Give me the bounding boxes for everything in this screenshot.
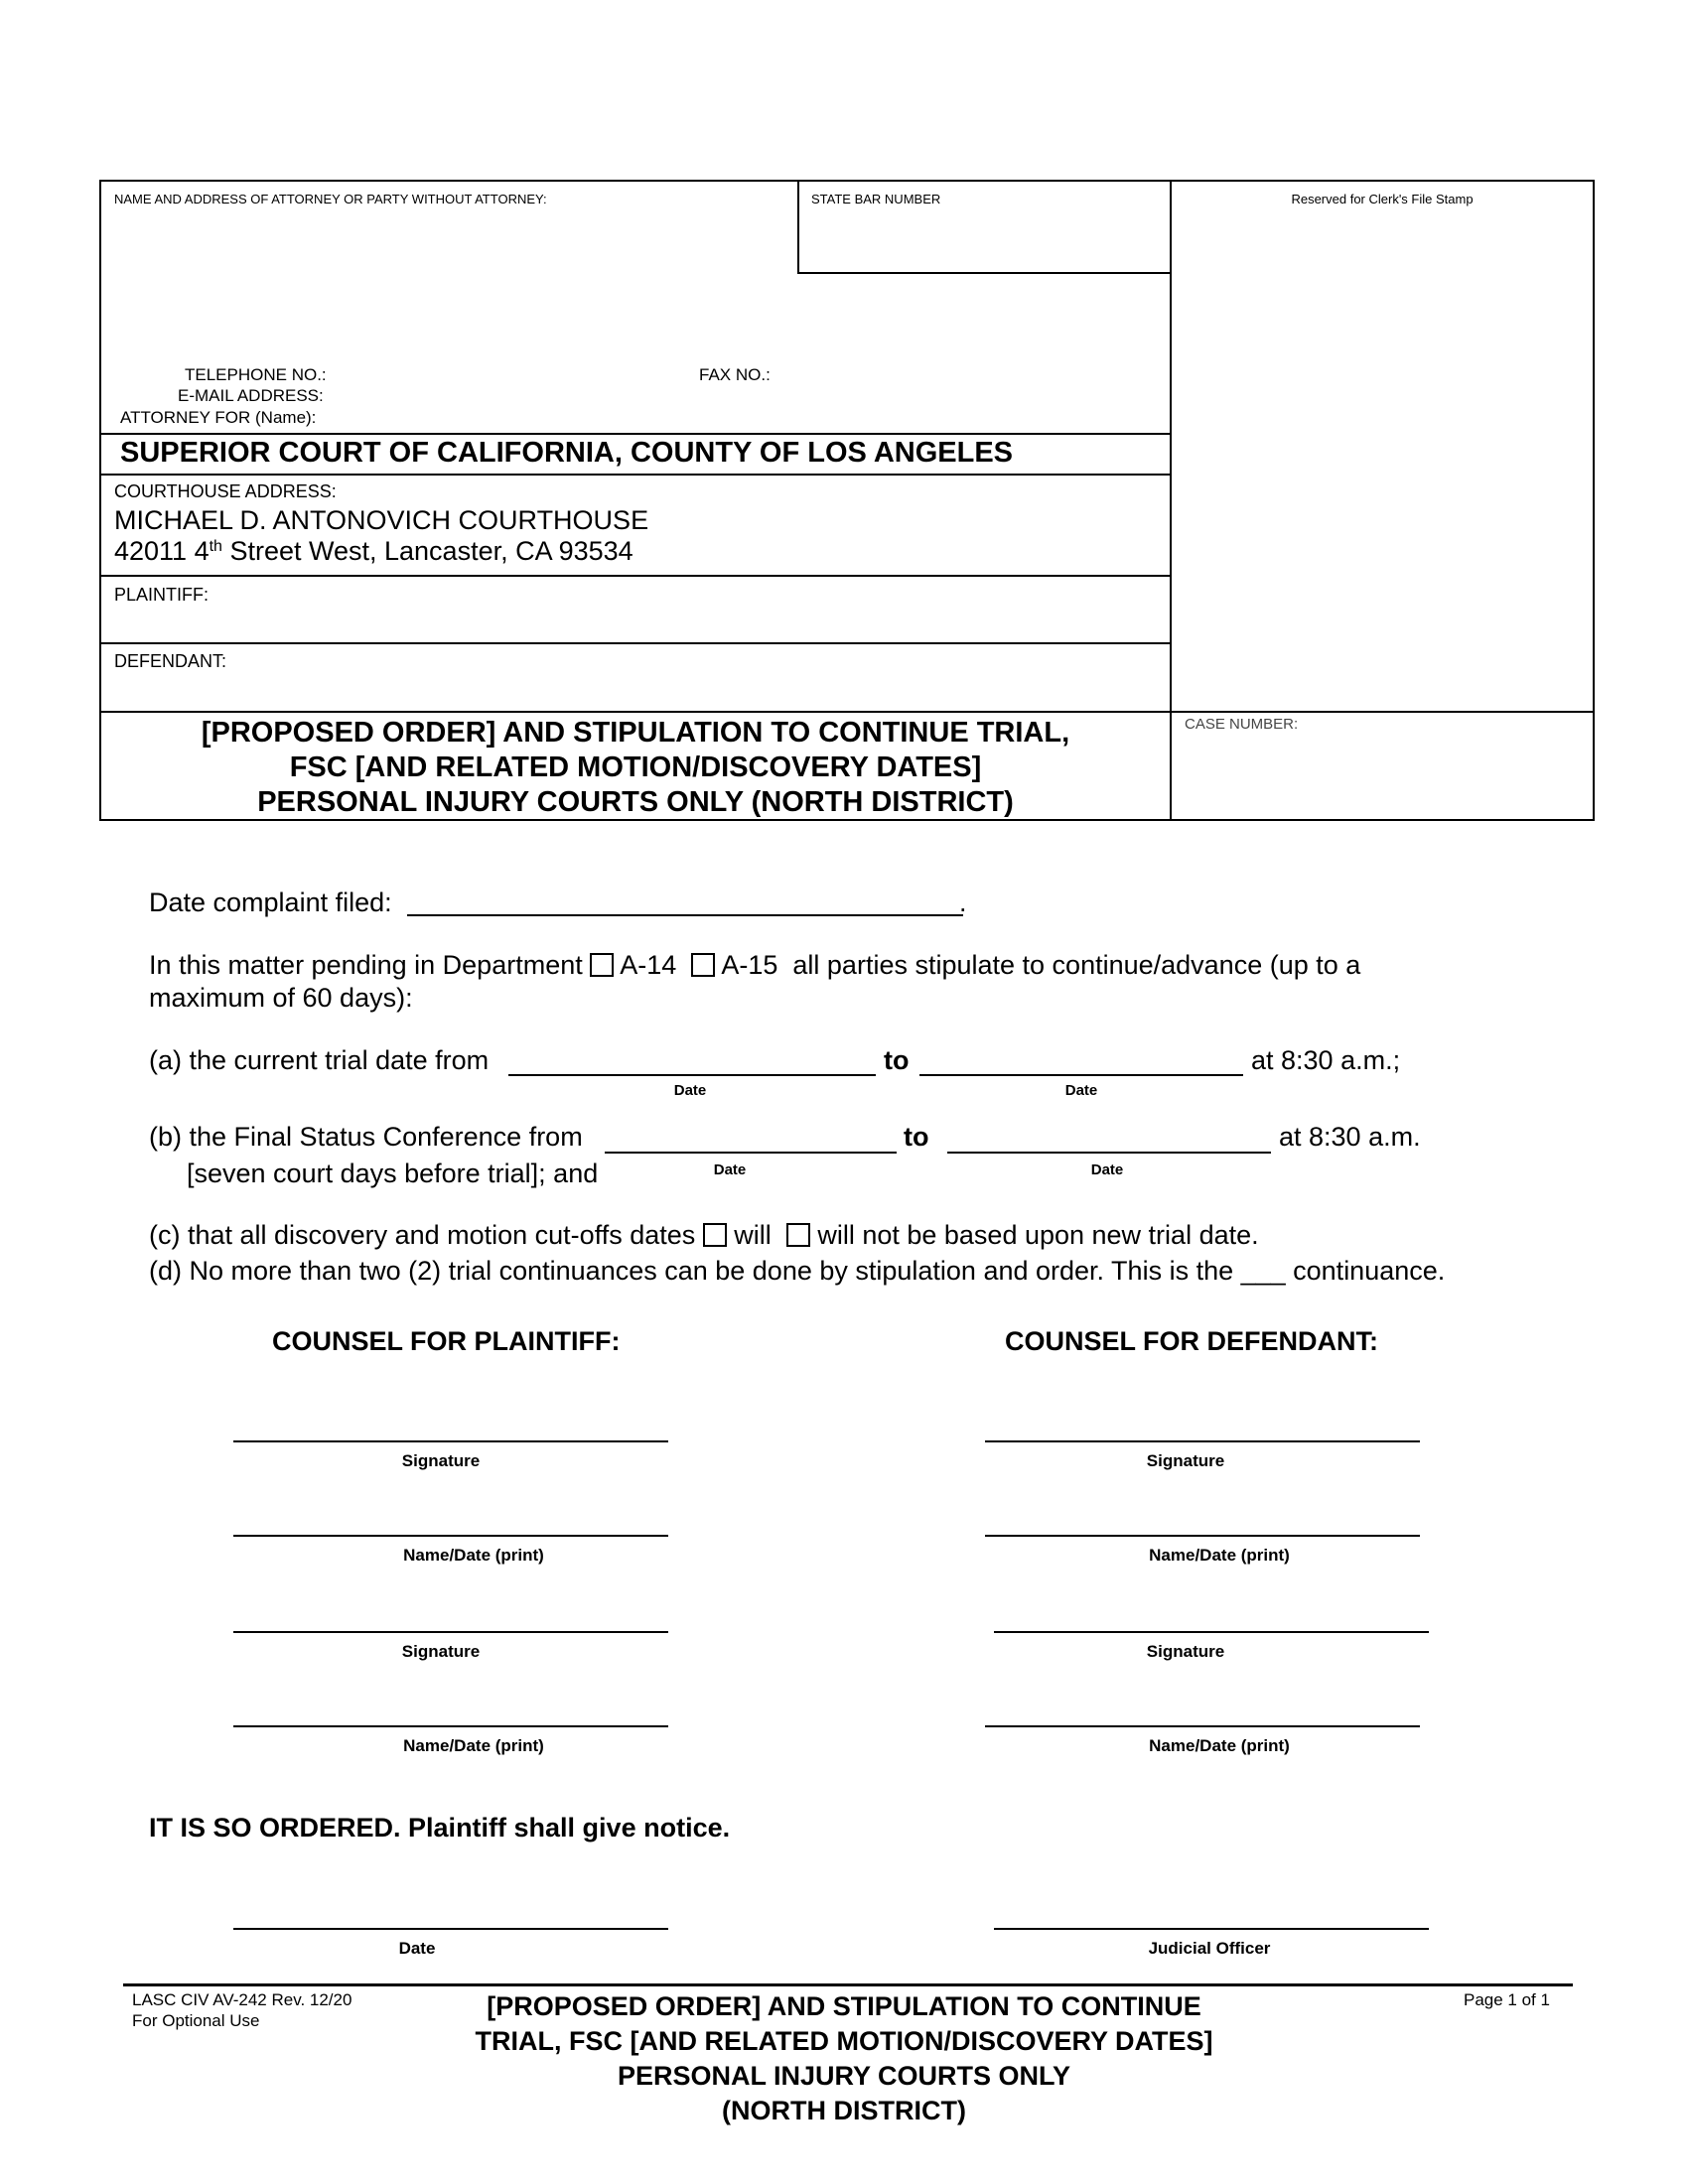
dept-a15-label: A-15 bbox=[721, 950, 778, 980]
will-not-label: will not be based upon new trial date. bbox=[817, 1220, 1259, 1250]
will-checkbox[interactable] bbox=[703, 1223, 727, 1247]
defendant-label: DEFENDANT: bbox=[114, 651, 227, 671]
plaintiff-signature-caption: Signature bbox=[401, 1642, 481, 1661]
fsc-label: (b) the Final Status Conference from bbox=[149, 1122, 583, 1152]
courthouse-label: COURTHOUSE ADDRESS: bbox=[114, 481, 337, 501]
defendant-signature-line[interactable] bbox=[985, 1440, 1420, 1442]
department-prefix: In this matter pending in Department bbox=[149, 950, 583, 980]
form-id: LASC CIV AV-242 Rev. 12/20 bbox=[132, 1990, 352, 2009]
defendant-signature-caption: Signature bbox=[1146, 1642, 1225, 1661]
footer-title-line: TRIAL, FSC [AND RELATED MOTION/DISCOVERY DATES] bbox=[475, 2026, 1213, 2056]
defendant-name-date-line[interactable] bbox=[985, 1535, 1420, 1537]
fsc-to-line[interactable] bbox=[947, 1152, 1271, 1154]
trial-to-label: to bbox=[884, 1045, 910, 1075]
optional-use: For Optional Use bbox=[132, 2011, 260, 2030]
department-line bbox=[149, 950, 1360, 981]
cutoff-prefix: (c) that all discovery and motion cut-offs dates bbox=[149, 1220, 696, 1250]
trial-date-to-line[interactable] bbox=[919, 1074, 1243, 1076]
attorney-for-label: ATTORNEY FOR (Name): bbox=[120, 408, 317, 427]
plaintiff-name-date-caption: Name/Date (print) bbox=[403, 1736, 544, 1755]
plaintiff-signature-line[interactable] bbox=[233, 1631, 668, 1633]
trial-from-date-caption: Date bbox=[673, 1082, 707, 1099]
courthouse-name: MICHAEL D. ANTONOVICH COURTHOUSE bbox=[114, 505, 649, 535]
plaintiff-name-date-line[interactable] bbox=[233, 1535, 668, 1537]
form-title-line: PERSONAL INJURY COURTS ONLY (NORTH DISTRICT) bbox=[257, 786, 1014, 818]
form-title-line: FSC [AND RELATED MOTION/DISCOVERY DATES] bbox=[289, 751, 982, 783]
department-suffix: all parties stipulate to continue/advance (up to a bbox=[792, 950, 1361, 980]
plaintiff-signature-line[interactable] bbox=[233, 1440, 668, 1442]
clerk-stamp-area bbox=[1172, 199, 1589, 705]
form-title-line: [PROPOSED ORDER] AND STIPULATION TO CONTINUE TRIAL, bbox=[201, 717, 1070, 749]
plaintiff-counsel-heading: COUNSEL FOR PLAINTIFF: bbox=[272, 1326, 621, 1356]
department-line-2: maximum of 60 days): bbox=[149, 983, 413, 1013]
will-label: will bbox=[734, 1220, 772, 1250]
plaintiff-label: PLAINTIFF: bbox=[114, 585, 210, 605]
defendant-name-date-line[interactable] bbox=[985, 1725, 1420, 1727]
footer-title-line: [PROPOSED ORDER] AND STIPULATION TO CONTINUE bbox=[487, 1991, 1201, 2021]
footer-title-line: (NORTH DISTRICT) bbox=[722, 2096, 966, 2125]
dept-a14-label: A-14 bbox=[620, 950, 677, 980]
attorney-label: NAME AND ADDRESS OF ATTORNEY OR PARTY WITHOUT ATTORNEY: bbox=[114, 192, 547, 206]
dept-a15-checkbox[interactable] bbox=[691, 953, 715, 977]
order-text: IT IS SO ORDERED. Plaintiff shall give notice. bbox=[149, 1813, 731, 1843]
fsc-to-label: to bbox=[904, 1122, 929, 1152]
dept-a14-checkbox[interactable] bbox=[590, 953, 614, 977]
order-date-caption: Date bbox=[398, 1939, 436, 1958]
email-label: E-MAIL ADDRESS: bbox=[178, 386, 324, 405]
case-number-label: CASE NUMBER: bbox=[1185, 716, 1299, 733]
order-date-line[interactable] bbox=[233, 1928, 668, 1930]
court-name: SUPERIOR COURT OF CALIFORNIA, COUNTY OF LOS ANGELES bbox=[120, 437, 1014, 469]
defendant-signature-line[interactable] bbox=[994, 1631, 1429, 1633]
continuance-line: (d) No more than two (2) trial continuances can be done by stipulation and order. This is the ___ continuance. bbox=[149, 1256, 1446, 1286]
plaintiff-name-date-line[interactable] bbox=[233, 1725, 668, 1727]
footer-title bbox=[397, 1989, 1291, 2128]
page-number: Page 1 of 1 bbox=[1464, 1990, 1550, 2009]
fsc-line-2: [seven court days before trial]; and bbox=[187, 1159, 599, 1188]
defendant-signature-caption: Signature bbox=[1146, 1451, 1225, 1470]
judicial-officer-caption: Judicial Officer bbox=[1148, 1939, 1271, 1958]
fax-label: FAX NO.: bbox=[699, 365, 771, 384]
footer-title-line: PERSONAL INJURY COURTS ONLY bbox=[617, 2061, 1071, 2091]
trial-to-date-caption: Date bbox=[1064, 1082, 1098, 1099]
judicial-officer-line[interactable] bbox=[994, 1928, 1429, 1930]
defendant-name-date-caption: Name/Date (print) bbox=[1149, 1736, 1290, 1755]
complaint-period: . bbox=[959, 887, 967, 917]
complaint-date-line[interactable] bbox=[407, 914, 963, 916]
defendant-counsel-heading: COUNSEL FOR DEFENDANT: bbox=[1005, 1326, 1379, 1356]
cutoff-line bbox=[149, 1220, 1259, 1251]
will-not-checkbox[interactable] bbox=[786, 1223, 810, 1247]
fsc-from-date-caption: Date bbox=[713, 1161, 747, 1178]
fsc-time: at 8:30 a.m. bbox=[1279, 1122, 1421, 1152]
complaint-label: Date complaint filed: bbox=[149, 887, 392, 917]
plaintiff-signature-caption: Signature bbox=[401, 1451, 481, 1470]
trial-date-from-line[interactable] bbox=[508, 1074, 876, 1076]
footer-rule bbox=[123, 1983, 1573, 1986]
trial-time: at 8:30 a.m.; bbox=[1251, 1045, 1401, 1075]
fsc-to-date-caption: Date bbox=[1090, 1161, 1124, 1178]
defendant-name-date-caption: Name/Date (print) bbox=[1149, 1546, 1290, 1565]
telephone-label: TELEPHONE NO.: bbox=[185, 365, 327, 384]
courthouse-address: 42011 4th Street West, Lancaster, CA 93534 bbox=[114, 536, 633, 566]
trial-date-label: (a) the current trial date from bbox=[149, 1045, 490, 1075]
clerk-stamp-label: Reserved for Clerk's File Stamp bbox=[1291, 192, 1474, 206]
form-title bbox=[99, 716, 1172, 820]
fsc-from-line[interactable] bbox=[605, 1152, 897, 1154]
state-bar-label: STATE BAR NUMBER bbox=[811, 192, 941, 206]
plaintiff-name-date-caption: Name/Date (print) bbox=[403, 1546, 544, 1565]
